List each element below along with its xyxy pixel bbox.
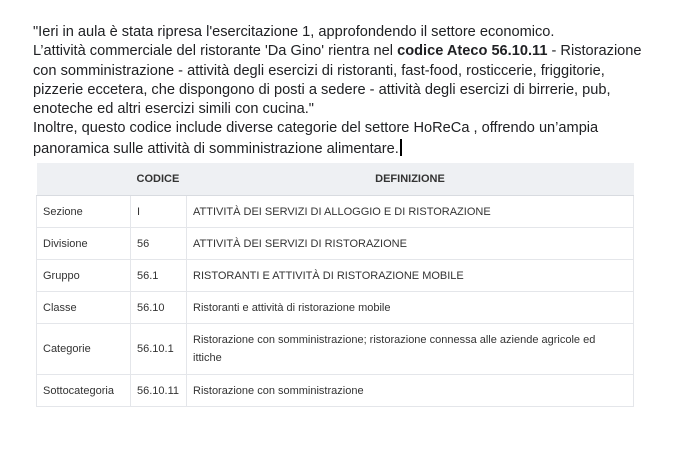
text-line-2: L’attività commerciale del ristorante 'Da Gino' rientra nel [33, 43, 398, 60]
text-line-1: "Ieri in aula è stata ripresa l'esercitazione 1, approfondendo il settore economico. [33, 24, 555, 40]
table-row [37, 196, 634, 228]
row-definition: ATTIVITÀ DEI SERVIZI DI RISTORAZIONE [187, 228, 634, 260]
table-row [37, 375, 634, 407]
header-level [37, 163, 131, 196]
table-row [37, 292, 634, 324]
row-level: Sottocategoria [37, 375, 131, 407]
row-code: 56.10.11 [131, 375, 187, 407]
row-level: Categorie [37, 324, 131, 375]
row-code: 56.1 [131, 260, 187, 292]
table-row [37, 228, 634, 260]
row-code: 56 [131, 228, 187, 260]
text-cursor [400, 139, 402, 156]
ateco-table [36, 163, 634, 407]
document-body[interactable] [33, 23, 653, 159]
row-code: 56.10 [131, 292, 187, 324]
table-row [37, 260, 634, 292]
ateco-code-bold: codice Ateco 56.10.11 [397, 43, 548, 60]
header-definition: DEFINIZIONE [187, 163, 634, 196]
row-code: I [131, 196, 187, 228]
table-row [37, 324, 634, 375]
header-code: CODICE [131, 163, 187, 196]
row-definition: ATTIVITÀ DEI SERVIZI DI ALLOGGIO E DI RISTORAZIONE [187, 196, 634, 228]
paragraph[interactable] [33, 23, 653, 159]
row-level: Sezione [37, 196, 131, 228]
row-definition: RISTORANTI E ATTIVITÀ DI RISTORAZIONE MOBILE [187, 260, 634, 292]
row-definition: Ristorazione con somministrazione; ristorazione connessa alle aziende agricole ed ittiche [187, 324, 634, 375]
row-definition: Ristorazione con somministrazione [187, 375, 634, 407]
text-line-3: Inoltre, questo codice include diverse categorie del settore HoReCa , offrendo un’ampia panoramica sulle attività di somministrazione alimentare. [33, 120, 599, 157]
table-header-row [37, 163, 634, 196]
row-definition: Ristoranti e attività di ristorazione mobile [187, 292, 634, 324]
text-line-2-rest: - Ristorazione con somministrazione - attività degli esercizi di ristoranti, fast-food, rosticcerie, friggitorie, pizzerie eccetera, che dispongono di posti a sedere - attività degli esercizi di birrerie, pub, enoteche ed altri esercizi simili con cucina." [33, 43, 642, 118]
row-code: 56.10.1 [131, 324, 187, 375]
row-level: Classe [37, 292, 131, 324]
row-level: Gruppo [37, 260, 131, 292]
row-level: Divisione [37, 228, 131, 260]
